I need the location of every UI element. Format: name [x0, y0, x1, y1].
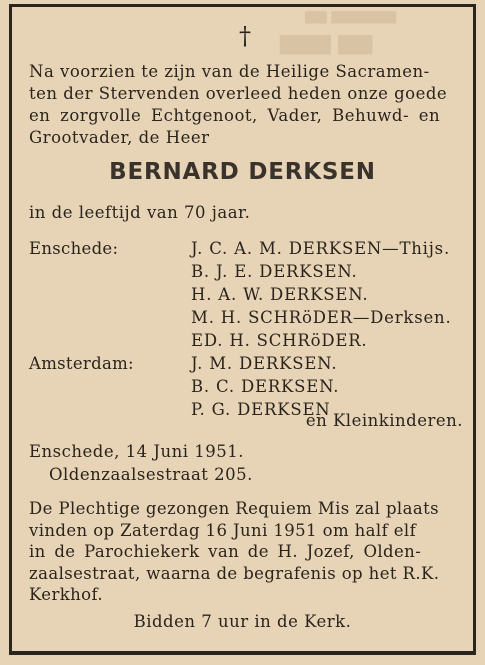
relative-entry: P. G. DERKSEN	[191, 400, 331, 419]
bleed-through-print: ▆▆▆ ▆▆	[280, 30, 373, 55]
cross-icon: †	[239, 22, 251, 50]
bleed-through-print: ▆▆ ▆▆▆▆▆▆	[305, 8, 397, 24]
age-line: in de leeftijd van 70 jaar.	[29, 203, 251, 222]
address-line: Oldenzaalsestraat 205.	[49, 465, 253, 484]
grandchildren-line: en Kleinkinderen.	[305, 411, 463, 430]
relative-entry: J. M. DERKSEN.	[191, 354, 338, 373]
prayer-line: Bidden 7 uur in de Kerk.	[133, 612, 352, 631]
intro-line: ten der Stervenden overleed heden onze goede	[29, 84, 448, 103]
place-date-line: Enschede, 14 Juni 1951.	[29, 442, 244, 461]
relative-entry: B. C. DERKSEN.	[191, 377, 340, 396]
place-enschede: Enschede:	[29, 239, 119, 258]
deceased-name: BERNARD DERKSEN	[109, 159, 376, 185]
intro-line: en zorgvolle Echtgenoot, Vader, Behuwd- en	[29, 106, 441, 125]
relative-entry: M. H. SCHRöDER—Derksen.	[191, 308, 452, 327]
mass-line: in de Parochiekerk van de H. Jozef, Olden-	[29, 542, 422, 561]
relative-entry: H. A. W. DERKSEN.	[191, 285, 369, 304]
mass-line: De Plechtige gezongen Requiem Mis zal plaats	[29, 499, 439, 518]
intro-paragraph	[29, 61, 467, 149]
mass-line: vinden op Zaterdag 16 Juni 1951 om half elf	[29, 520, 417, 540]
mass-line: zaalsestraat, waarna de begrafenis op het R.K.	[29, 563, 440, 583]
mass-line: Kerkhof.	[29, 585, 104, 604]
relative-entry: ED. H. SCHRöDER.	[191, 331, 368, 350]
relative-entry: B. J. E. DERKSEN.	[191, 262, 358, 281]
relative-entry: J. C. A. M. DERKSEN—Thijs.	[191, 239, 450, 258]
place-amsterdam: Amsterdam:	[29, 354, 134, 373]
intro-line: Grootvader, de Heer	[29, 128, 210, 147]
intro-line: Na voorzien te zijn van de Heilige Sacramen-	[29, 62, 430, 81]
requiem-paragraph	[29, 498, 467, 606]
